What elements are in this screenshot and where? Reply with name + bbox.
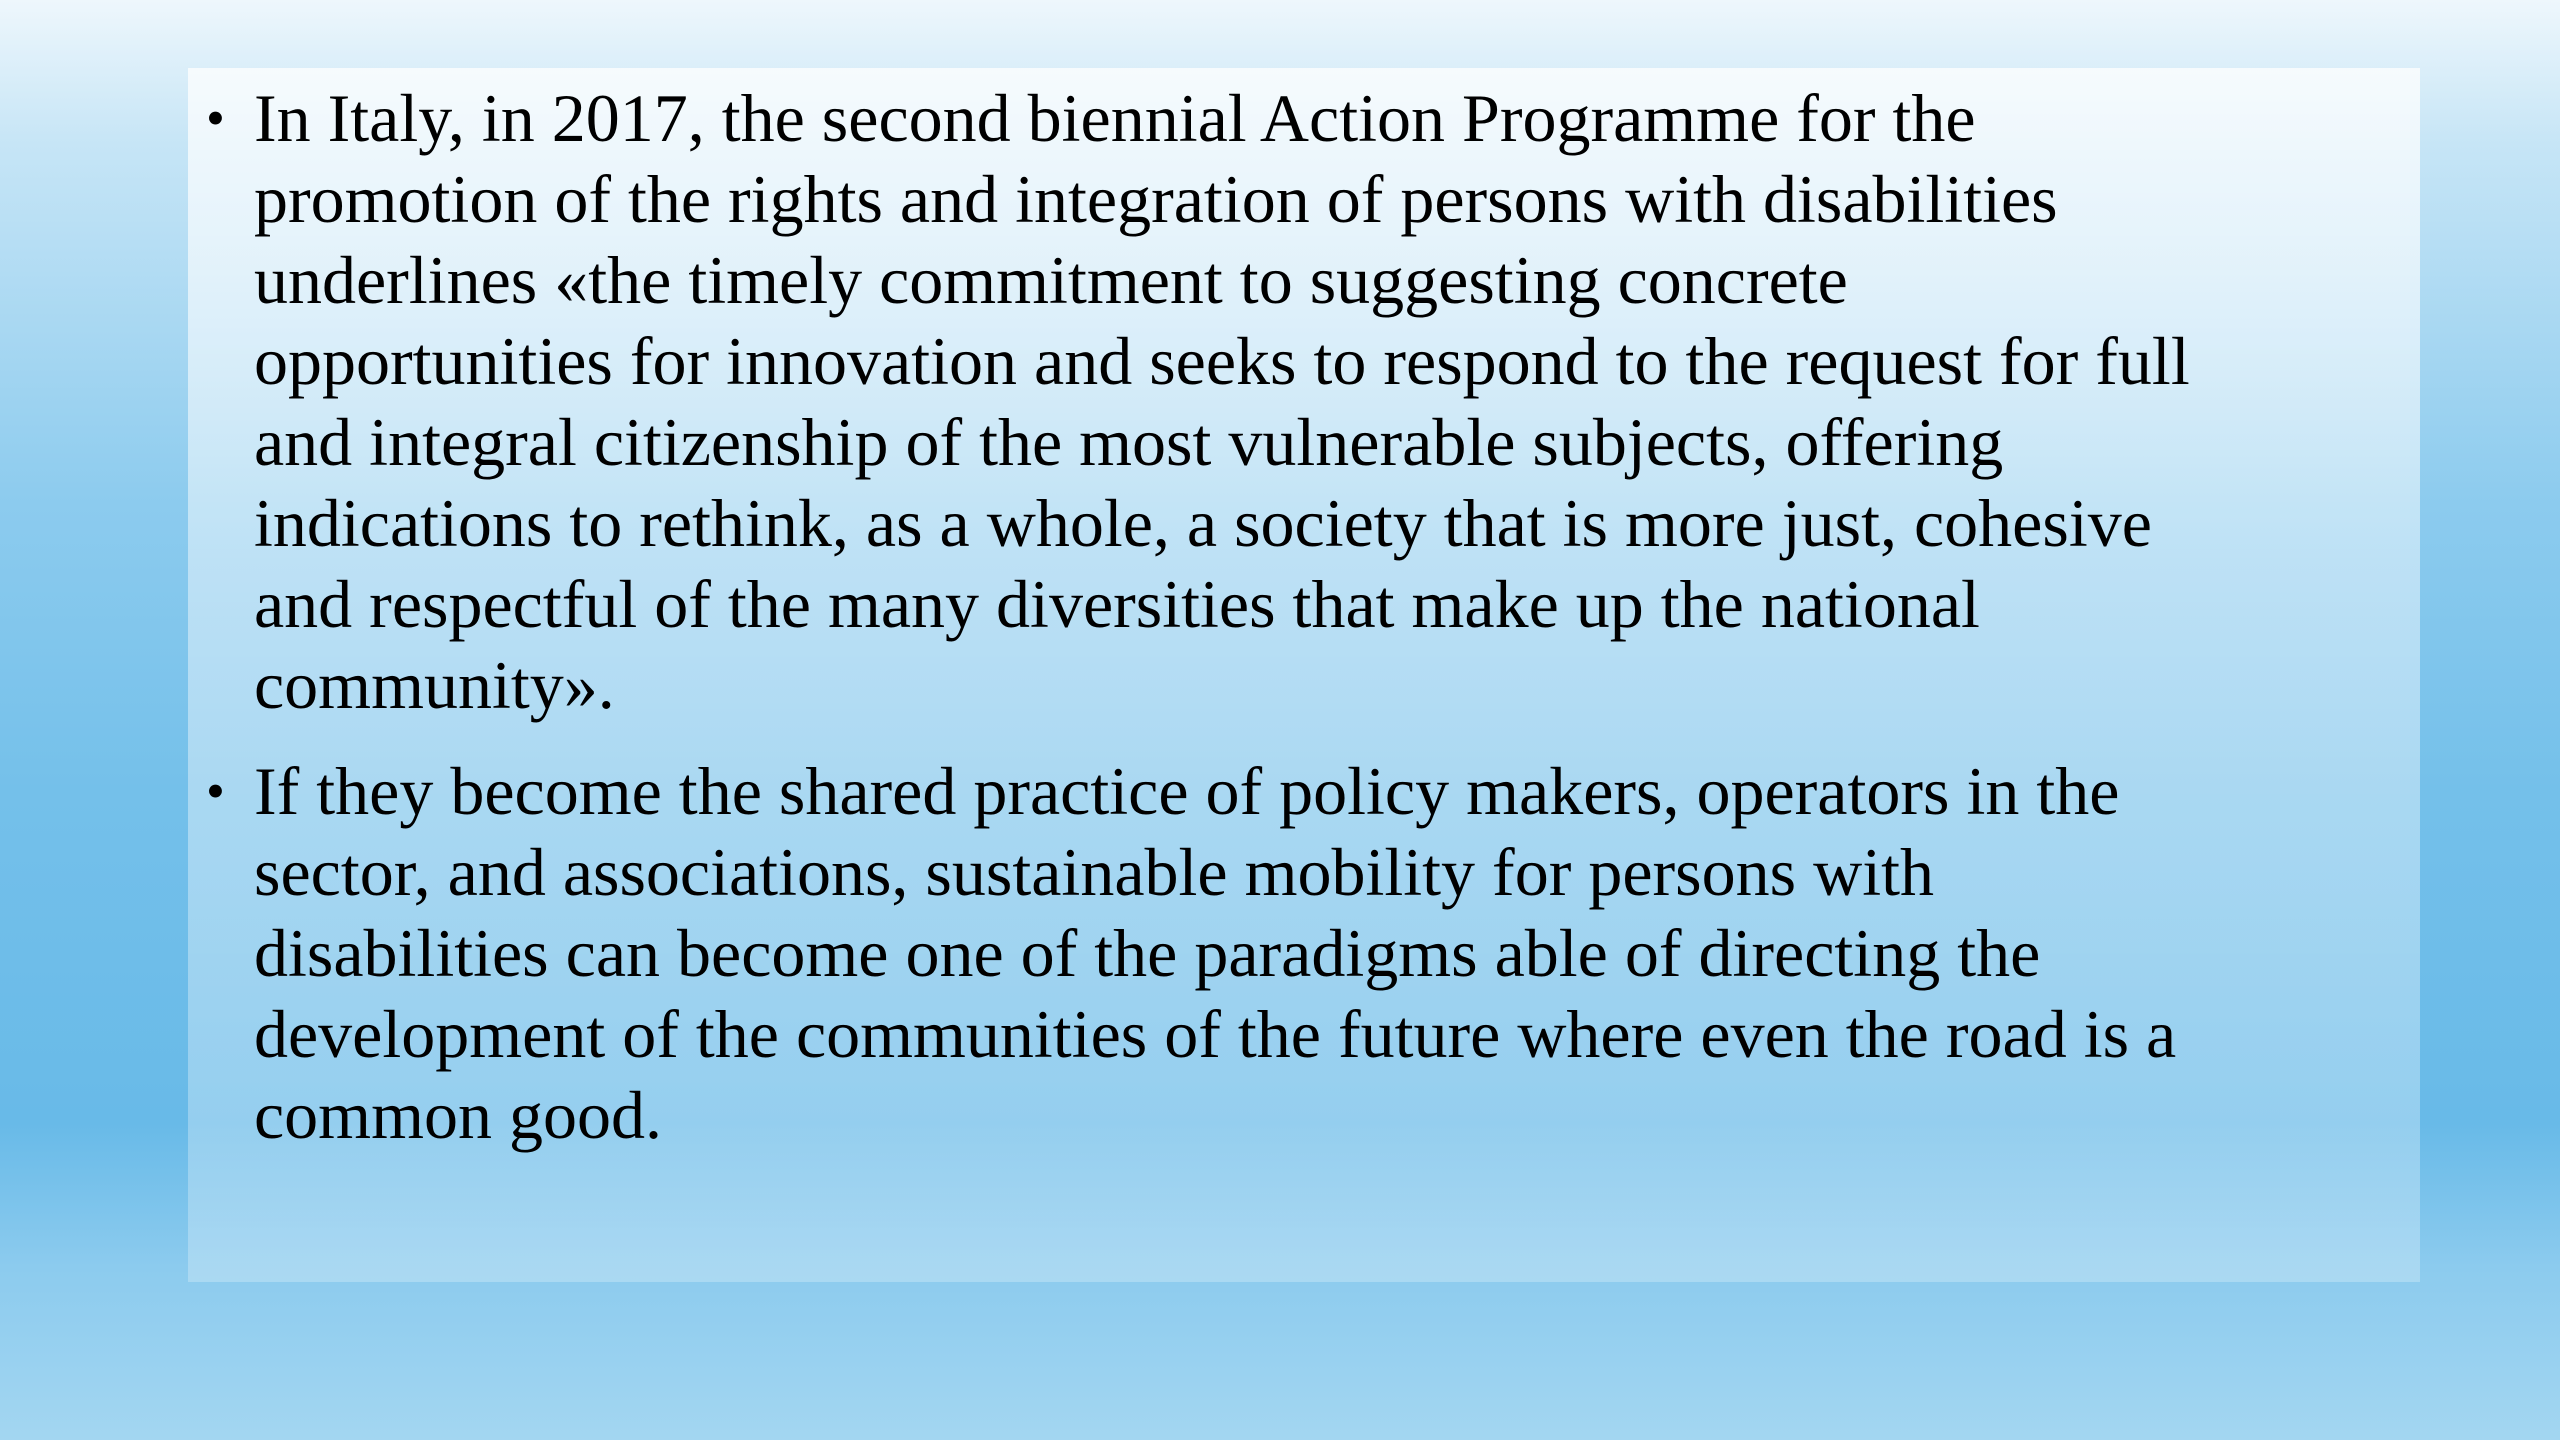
bullet-line: promotion of the rights and integration of persons with disabilities xyxy=(254,161,2058,237)
bullet-line: indications to rethink, as a whole, a society that is more just, cohesive xyxy=(254,485,2152,561)
bullet-line: common good. xyxy=(254,1077,662,1153)
bullet-item-italy-programme xyxy=(206,78,2420,726)
bullet-line: and integral citizenship of the most vulnerable subjects, offering xyxy=(254,404,2004,480)
bullet-icon: • xyxy=(206,88,225,148)
bullet-line: development of the communities of the future where even the road is a xyxy=(254,996,2177,1072)
bullet-line: community». xyxy=(254,647,615,723)
bullet-line: underlines «the timely commitment to suggesting concrete xyxy=(254,242,1848,318)
bullet-line: disabilities can become one of the paradigms able of directing the xyxy=(254,915,2041,991)
bullet-line: sector, and associations, sustainable mobility for persons with xyxy=(254,834,1934,910)
bullet-line: opportunities for innovation and seeks to respond to the request for full xyxy=(254,323,2190,399)
bullet-line: and respectful of the many diversities that make up the national xyxy=(254,566,1980,642)
bullet-line: If they become the shared practice of policy makers, operators in the xyxy=(254,753,2120,829)
bullet-item-sustainable-mobility xyxy=(206,751,2420,1156)
bullet-icon: • xyxy=(206,761,225,821)
bullet-line: In Italy, in 2017, the second biennial Action Programme for the xyxy=(254,80,1976,156)
bullet-list xyxy=(206,78,2420,1181)
text-panel xyxy=(188,68,2420,1282)
